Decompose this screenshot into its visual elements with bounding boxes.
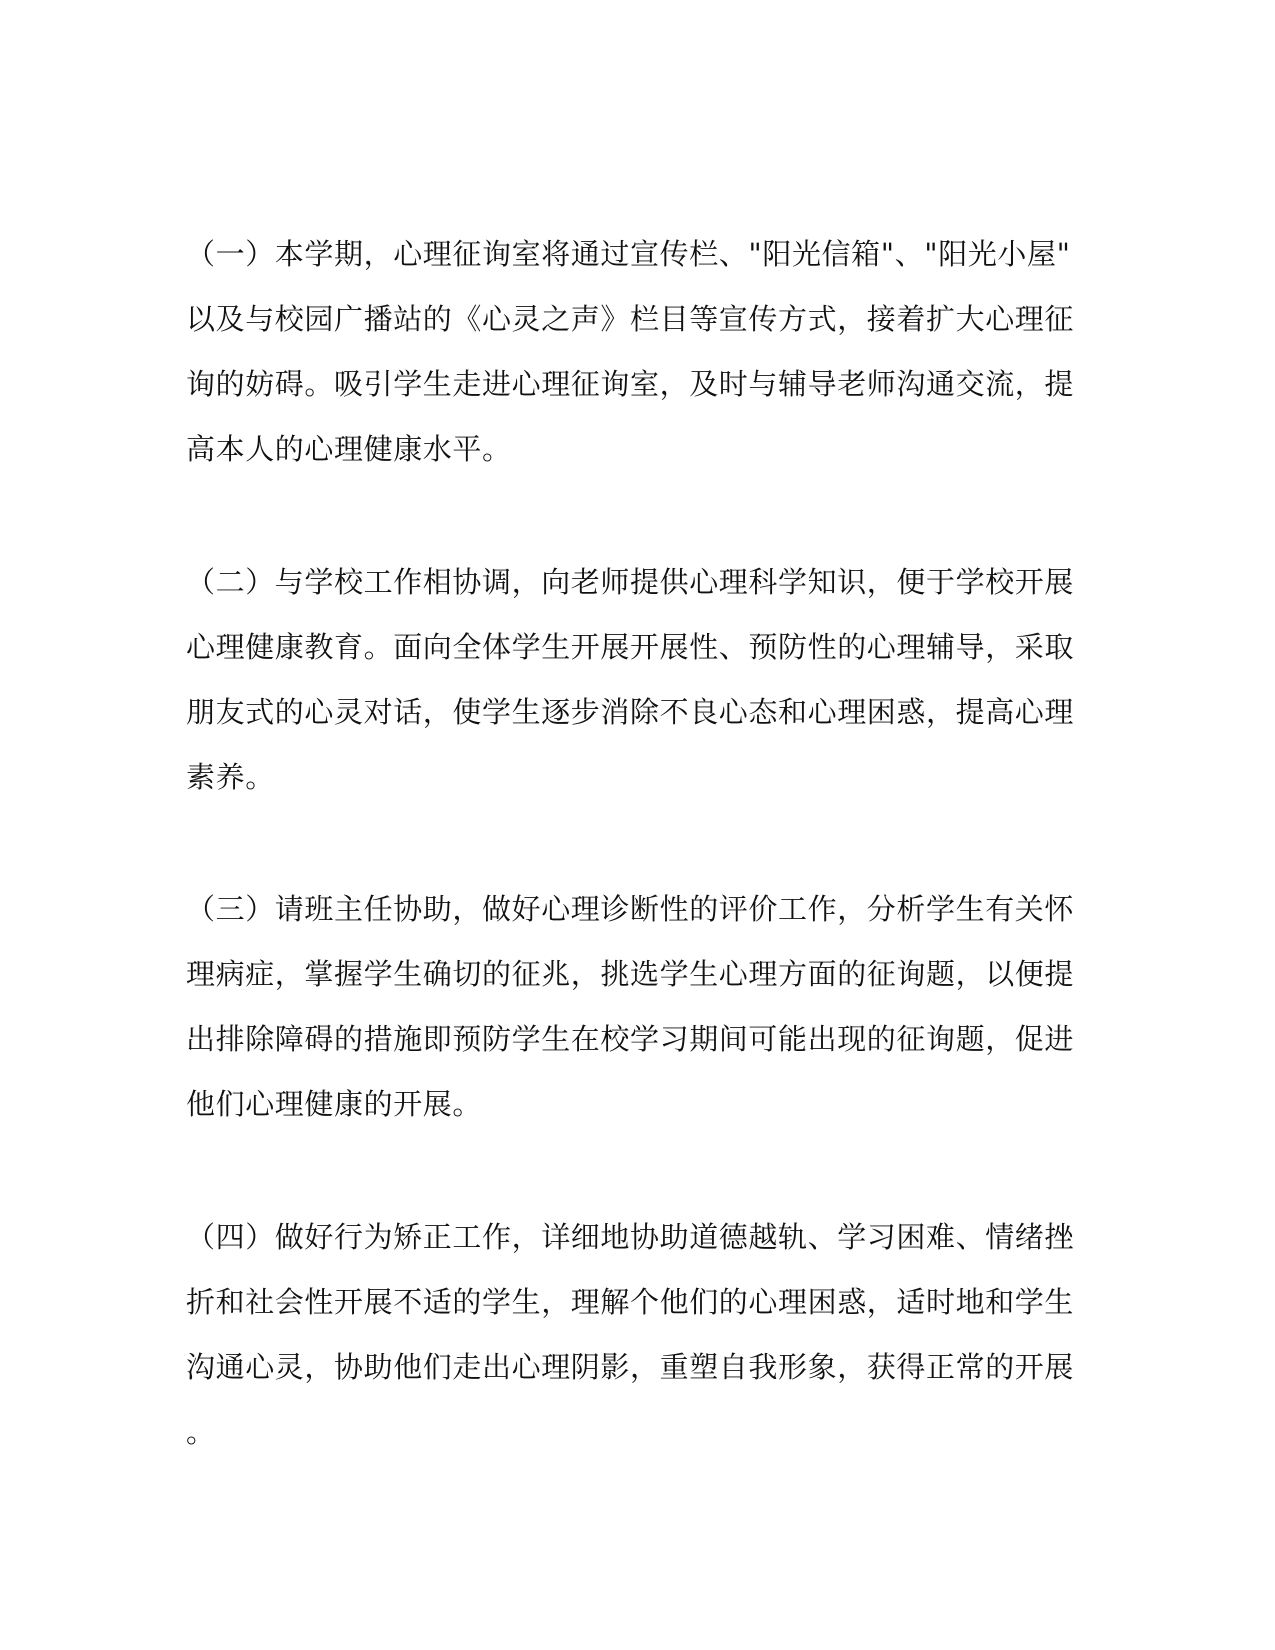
paragraph-line: （三）请班主任协助，做好心理诊断性的评价工作，分析学生有关怀 (186, 892, 1075, 926)
paragraph-line: 心理健康教育。面向全体学生开展开展性、预防性的心理辅导，采取 (186, 630, 1075, 664)
paragraph-1 (186, 222, 1075, 482)
paragraph-line: （二）与学校工作相协调，向老师提供心理科学知识，便于学校开展 (186, 565, 1075, 599)
paragraph-line: 以及与校园广播站的《心灵之声》栏目等宣传方式，接着扩大心理征 (186, 302, 1075, 336)
paragraph-3 (186, 877, 1075, 1137)
paragraph-line: 朋友式的心灵对话，使学生逐步消除不良心态和心理困惑，提高心理 (186, 695, 1075, 729)
paragraph-line: 高本人的心理健康水平。 (186, 432, 512, 466)
paragraph-line: 理病症，掌握学生确切的征兆，挑选学生心理方面的征询题，以便提 (186, 957, 1075, 991)
paragraph-line: 沟通心灵，协助他们走出心理阴影，重塑自我形象，获得正常的开展 (186, 1350, 1075, 1384)
paragraph-line: 出排除障碍的措施即预防学生在校学习期间可能出现的征询题，促进 (186, 1022, 1075, 1056)
paragraph-line: 他们心理健康的开展。 (186, 1087, 483, 1121)
paragraph-line: 。 (186, 1415, 216, 1449)
paragraph-line: （一）本学期，心理征询室将通过宣传栏、"阳光信箱"、"阳光小屋" (186, 237, 1071, 271)
paragraph-line: （四）做好行为矫正工作，详细地协助道德越轨、学习困难、情绪挫 (186, 1220, 1075, 1254)
paragraph-line: 素养。 (186, 760, 275, 794)
paragraph-2 (186, 550, 1075, 810)
paragraph-line: 折和社会性开展不适的学生，理解个他们的心理困惑，适时地和学生 (186, 1285, 1075, 1319)
paragraph-line: 询的妨碍。吸引学生走进心理征询室，及时与辅导老师沟通交流，提 (186, 367, 1075, 401)
paragraph-4 (186, 1205, 1075, 1465)
